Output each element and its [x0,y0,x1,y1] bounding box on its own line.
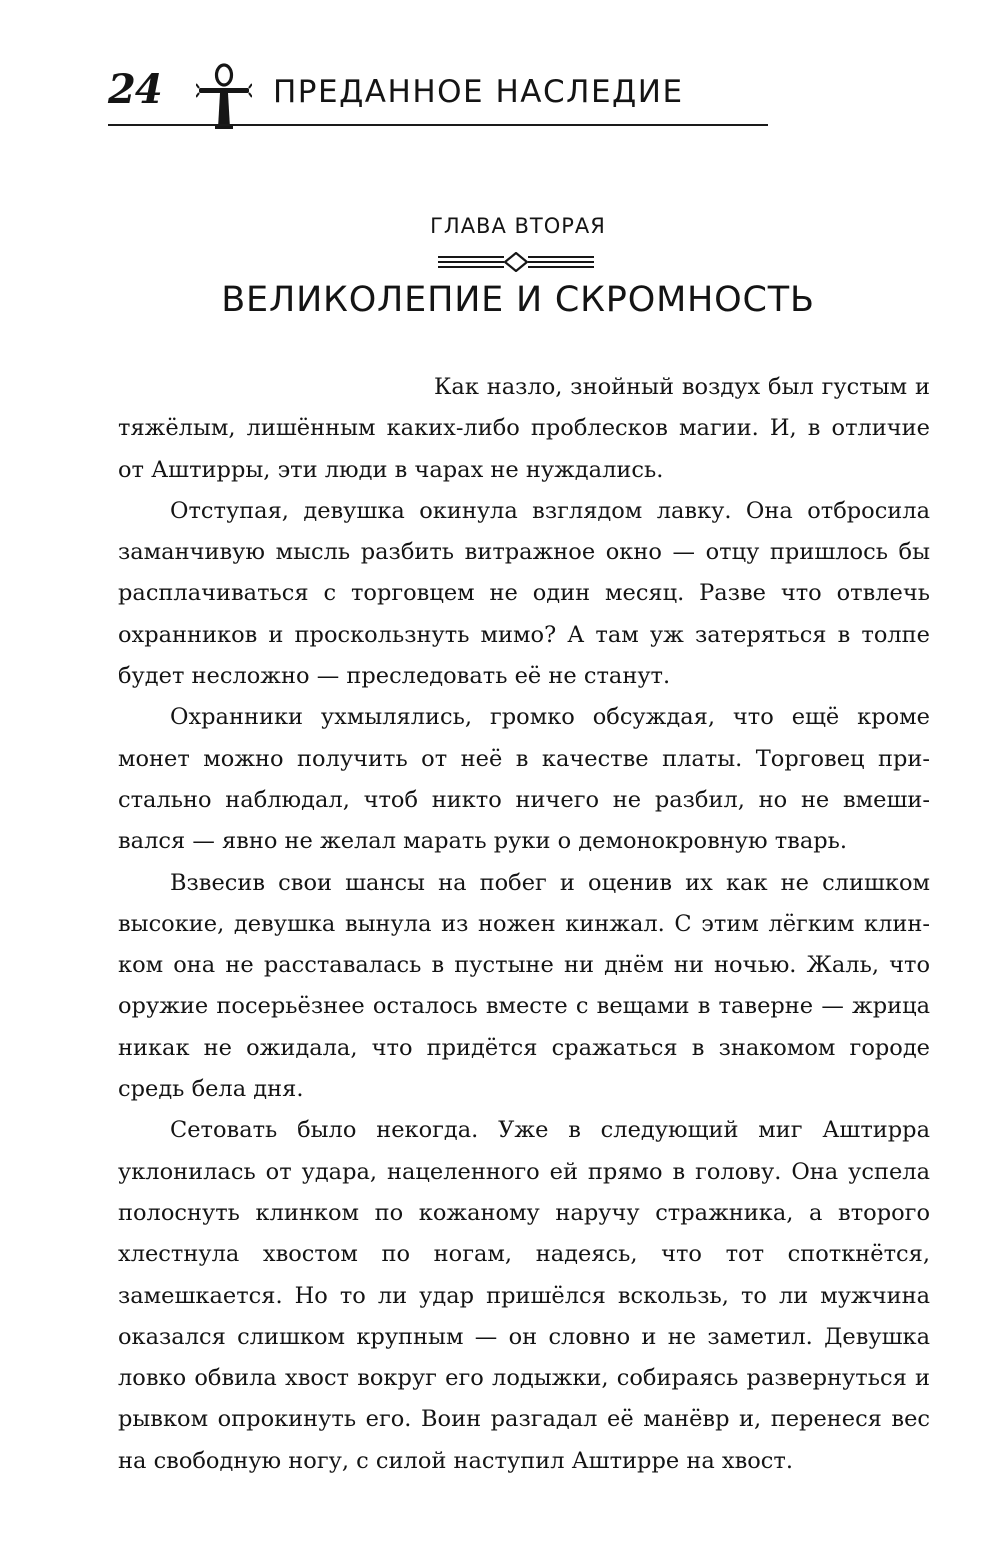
paragraph: Охранники ухмылялись, громко обсуждая, что ещё кроме монет можно получить от неё в качестве платы. Торговец пристально наблюдал, чтоб никто ничего не разбил, но не вмешивался — явно не желал марать руки о демонокровную тварь. [118,704,930,855]
book-title: ПРЕДАННОЕ НАСЛЕДИЕ [273,74,684,110]
ankh-icon [196,62,252,130]
page-number: 24 [108,66,162,113]
chapter-title: ВЕЛИКОЛЕПИЕ И СКРОМНОСТЬ [221,280,815,320]
chapter-label: ГЛАВА ВТОРАЯ [430,214,606,238]
diamond-divider-icon [438,252,594,272]
paragraph: Отступая, девушка окинула взглядом лавку. Она отбросила заманчивую мысль разбить витражное окно — отцу пришлось бы расплачиваться с торговцем не один месяц. Разве что отвлечь охранников и проскользнуть мимо? А там уж затеряться в толпе будет несложно — преследовать её не станут. [118,497,930,690]
body-text [118,367,930,1482]
header-rule [108,124,768,126]
running-header [108,62,768,132]
paragraph: Сетовать было некогда. Уже в следующий миг Аштирра уклонилась от удара, нацеленного ей прямо в голову. Она успела полоснуть клинком по кожаному наручу стражника, а второго хлестнула хвостом по ногам, надеясь, что тот споткнётся, замешкается. Но то ли удар пришёлся вскользь, то ли мужчина оказался слишком крупным — он словно и не заметил. Девушка ловко обвила хвост вокруг его лодыжки, собираясь развернуться и рывком опрокинуть его. Воин разгадал её манёвр и, перенеся вес на свободную ногу, с силой наступил Аштирре на хвост. [118,1117,930,1474]
paragraph: Как назло, знойный воздух был густым и тяжёлым, лишённым каких-либо проблесков магии. И, в отличие от Аштирры, эти люди в чарах не нуждались. [118,374,930,483]
paragraph: Взвесив свои шансы на побег и оценив их как не слишком высокие, девушка вынула из ножен кинжал. С этим лёгким клинком она не расставалась в пустыне ни днём ни ночью. Жаль, что оружие посерьёзнее осталось вместе с вещами в таверне — жрица никак не ожидала, что придётся сражаться в знакомом городе средь бела дня. [118,869,930,1103]
